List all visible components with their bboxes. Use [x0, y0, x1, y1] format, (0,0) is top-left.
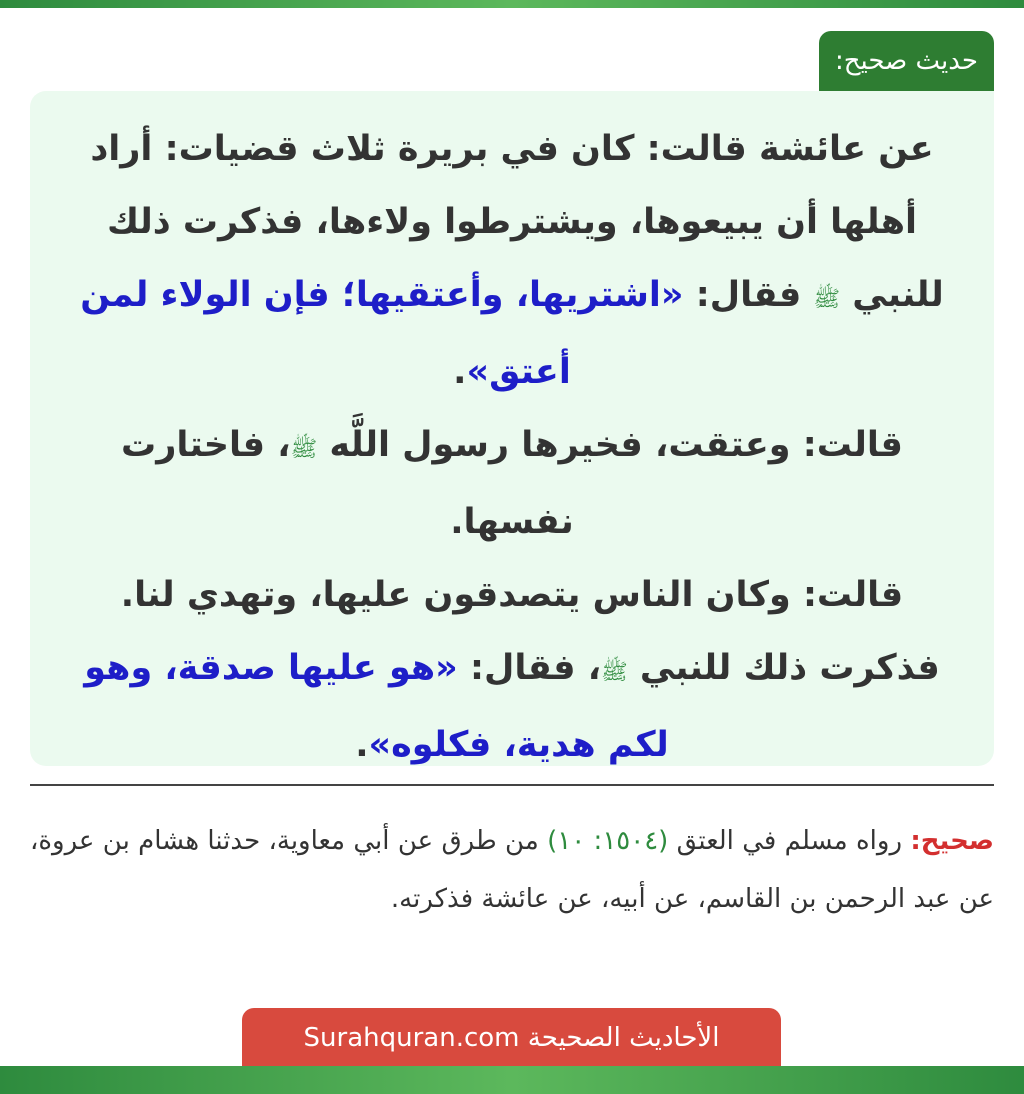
hadith-narration-text: فذكرت ذلك للنبي [627, 648, 940, 688]
book-reference: (١٥٠٤: ١٠) [547, 826, 669, 856]
hadith-narration-text: عن عائشة قالت: كان في بريرة ثلاث قضيات: أراد أهلها أن يبيعوها، ويشترطوا ولاءها، فذكرت ذلك للنبي [90, 129, 944, 315]
hadith-narration-text: ، فاختارت نفسها. [121, 425, 574, 542]
source-website-badge: الأحاديث الصحيحة Surahquran.com [242, 1008, 781, 1066]
hadith-narration-text: ، فقال: [457, 648, 602, 688]
hadith-narration-text: قالت: وعتقت، فخيرها رسول اللَّه [317, 425, 903, 465]
bottom-accent-bar [0, 1066, 1024, 1094]
takhrij-body: رواه مسلم في العتق [668, 826, 911, 856]
takhrij-text [30, 812, 994, 928]
salawat-glyph: ﷺ [813, 287, 841, 312]
grade-label: صحيح: [910, 826, 994, 856]
hadith-punctuation: . [355, 725, 369, 765]
salawat-glyph: ﷺ [290, 437, 318, 462]
section-divider [30, 784, 994, 786]
top-accent-bar [0, 0, 1024, 8]
prophet-quote: «هو عليها صدقة، وهو لكم هدية، فكلوه» [84, 648, 669, 765]
hadith-paragraph-3 [56, 559, 968, 632]
hadith-paragraph-1 [56, 113, 968, 409]
salawat-glyph: ﷺ [601, 660, 628, 685]
hadith-text-box [30, 91, 994, 766]
takhrij-body: من طرق عن أبي معاوية، حدثنا هشام بن عروة، عن عبد الرحمن بن القاسم، عن أبيه، عن عائشة فذكرته. [30, 826, 994, 914]
hadith-paragraph-2 [56, 409, 968, 559]
hadith-paragraph-4 [56, 632, 968, 782]
hadith-narration-text: قالت: وكان الناس يتصدقون عليها، وتهدي لنا. [120, 575, 904, 615]
hadith-narration-text: فقال: [683, 275, 814, 315]
hadith-punctuation: . [453, 352, 467, 392]
prophet-quote: «اشتريها، وأعتقيها؛ فإن الولاء لمن أعتق» [80, 275, 684, 392]
hadith-grade-badge: حديث صحيح: [819, 31, 994, 91]
